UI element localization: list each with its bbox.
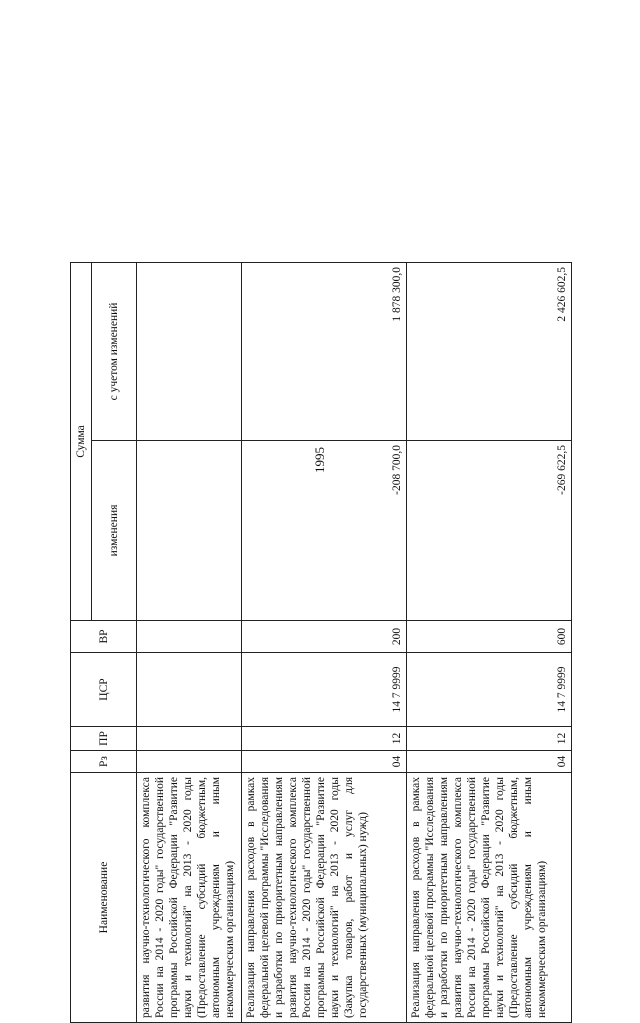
row-name: Реализация направления расходов в рамках федеральной целевой программы "Исследования и разработки по приоритетным направлениям развития научно-технологического комплекса России на 2014 - 2020 годы" государственной программы Российской Федерации "Развитие науки и технологий" на 2013 - 2020 годы (Закупка товаров, работ и услуг для государственных (муниципальных) нужд): [242, 773, 407, 1023]
row-pr: 12: [242, 727, 407, 751]
header-vr: ВР: [71, 621, 137, 653]
header-csr: ЦСР: [71, 653, 137, 727]
header-change: изменения: [92, 441, 137, 621]
row-rz: 04: [242, 751, 407, 773]
row-csr: 14 7 9999: [407, 653, 572, 727]
row-name: Реализация направления расходов в рамках федеральной целевой программы "Исследования и разработки по приоритетным направлениям развития научно-технологического комплекса России на 2014 - 2020 годы" государственной программы Российской Федерации "Развитие науки и технологий" на 2013 - 2020 годы (Предоставление субсидий бюджетным, автономным учреждениям и иным некоммерческим организациям): [407, 773, 572, 1023]
row-pr: 12: [407, 727, 572, 751]
table-row: [137, 262, 242, 1022]
table-row: [407, 262, 572, 1022]
header-sum: Сумма: [71, 262, 92, 620]
header-pr: ПР: [71, 727, 137, 751]
row-pr: [137, 727, 242, 751]
row-csr: 14 7 9999: [242, 653, 407, 727]
budget-table: [70, 262, 572, 1023]
row-with-change: [137, 262, 242, 440]
row-rz: 04: [407, 751, 572, 773]
row-change: -208 700,0: [242, 441, 407, 621]
header-name: Наименование: [71, 773, 137, 1023]
row-change: [137, 441, 242, 621]
row-change: -269 622,5: [407, 441, 572, 621]
row-vr: [137, 621, 242, 653]
table-row: [242, 262, 407, 1022]
row-vr: 600: [407, 621, 572, 653]
row-with-change: 2 426 602,5: [407, 262, 572, 440]
row-rz: [137, 751, 242, 773]
row-csr: [137, 653, 242, 727]
page-number: 1995: [312, 447, 327, 473]
row-with-change: 1 878 300,0: [242, 262, 407, 440]
budget-table-sheet: [70, 263, 570, 1023]
header-with-change: с учетом изменений: [92, 262, 137, 440]
header-rz: Рз: [71, 751, 137, 773]
row-vr: 200: [242, 621, 407, 653]
row-name: развития научно-технологического комплекса России на 2014 - 2020 годы" государственной программы Российской Федерации "Развитие науки и технологий" на 2013 - 2020 годы (Предоставление субсидий бюджетным, автономным учреждениям и иным некоммерческим организациям): [137, 773, 242, 1023]
